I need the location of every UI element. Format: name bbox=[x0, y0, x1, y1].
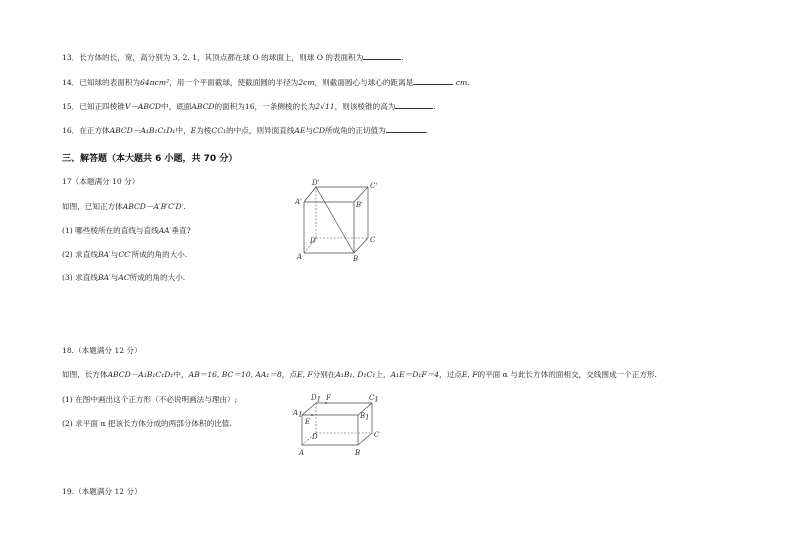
label-bp: B' bbox=[356, 201, 364, 209]
label-d: D bbox=[312, 433, 318, 441]
edge-bp-cp bbox=[354, 187, 368, 202]
q17-part-3: (3) 求直线BA′与AC所成的角的大小. bbox=[62, 273, 186, 282]
q18-part-2: (2) 求平面 α 把该长方体分成的两部分体积的比值. bbox=[62, 419, 232, 428]
edge-a1-d1 bbox=[302, 403, 316, 415]
section-3-heading: 三、解答题（本大题共 6 小题，共 70 分） bbox=[62, 154, 238, 164]
q13-text: 13．长方体的长，宽，高分别为 3, 2, 1，其顶点都在球 O 的球面上，则球 O 的表面积为 bbox=[62, 53, 364, 62]
label-e: E bbox=[305, 418, 311, 426]
label-c: C bbox=[370, 236, 376, 244]
q17-heading: 17（本题满分 10 分） bbox=[62, 177, 140, 186]
label-d1: D1 bbox=[311, 394, 322, 404]
label-d: D bbox=[310, 237, 316, 245]
q15-answer-blank[interactable] bbox=[395, 101, 433, 109]
label-c: C bbox=[374, 431, 380, 439]
label-c1: C1 bbox=[369, 394, 379, 404]
question-14: 14．已知球的表面积为64πcm²，用一个平面截球，使截面圆的半径为2cm，则截面圆心与球心的距离是 cm. bbox=[62, 78, 470, 87]
label-a1: A1 bbox=[293, 409, 303, 419]
q17-part-1: (1) 哪些棱所在的直线与直线AA′垂直? bbox=[62, 226, 191, 235]
q19-heading: 19.（本题满分 12 分） bbox=[62, 487, 142, 496]
diagonal-dp-b bbox=[316, 187, 354, 253]
q16-answer-blank[interactable] bbox=[386, 125, 426, 133]
label-cp: C' bbox=[370, 182, 378, 190]
q17-intro: 如图，已知正方体ABCD－A′B′C′D′. bbox=[62, 202, 186, 211]
label-b: B bbox=[353, 255, 359, 263]
question-13: 13．长方体的长，宽，高分别为 3, 2, 1，其顶点都在球 O 的球面上，则球 O 的表面积为 . bbox=[62, 53, 404, 62]
question-16: 16．在正方体ABCD－A₁B₁C₁D₁中，E为棱CC₁的中点，则异面直线AE与CD所成角的正切值为 . bbox=[62, 126, 429, 135]
point-e bbox=[311, 414, 313, 416]
label-b1: B1 bbox=[360, 412, 370, 422]
q18-heading: 18.（本题满分 12 分） bbox=[62, 346, 142, 355]
q18-part-1: (1) 在图中画出这个正方形（不必说明画法与理由）; bbox=[62, 395, 238, 404]
q17-part-2: (2) 求直线BA′与CC′所成的角的大小. bbox=[62, 250, 188, 259]
edge-b-c bbox=[354, 238, 368, 253]
label-b: B bbox=[355, 449, 361, 457]
edge-b-c bbox=[358, 433, 372, 445]
question-15: 15．已知正四棱锥V－ABCD中，底面ABCD的面积为16，一条侧棱的长为2√11，则该棱锥的高为 . bbox=[62, 102, 436, 111]
label-dp: D' bbox=[312, 179, 320, 187]
label-ap: A' bbox=[295, 198, 302, 206]
label-f: F bbox=[326, 394, 331, 402]
edge-ap-dp bbox=[304, 187, 316, 202]
q13-answer-blank[interactable] bbox=[363, 52, 401, 60]
label-a: A bbox=[299, 449, 305, 457]
q14-answer-blank[interactable] bbox=[413, 77, 453, 85]
label-a: A bbox=[297, 253, 303, 261]
q18-intro: 如图，长方体ABCD－A₁B₁C₁D₁中，AB＝16, BC＝10, AA₁＝8，点E, F分别在A₁B₁, D₁C₁上，A₁E＝D₁F＝4，过点E, F的平面 α 与此长方体的面相交，交线围成一个正方形. bbox=[62, 370, 657, 379]
point-f bbox=[325, 402, 327, 404]
q17-cube-figure bbox=[290, 180, 390, 270]
q18-cuboid-figure bbox=[290, 393, 390, 458]
